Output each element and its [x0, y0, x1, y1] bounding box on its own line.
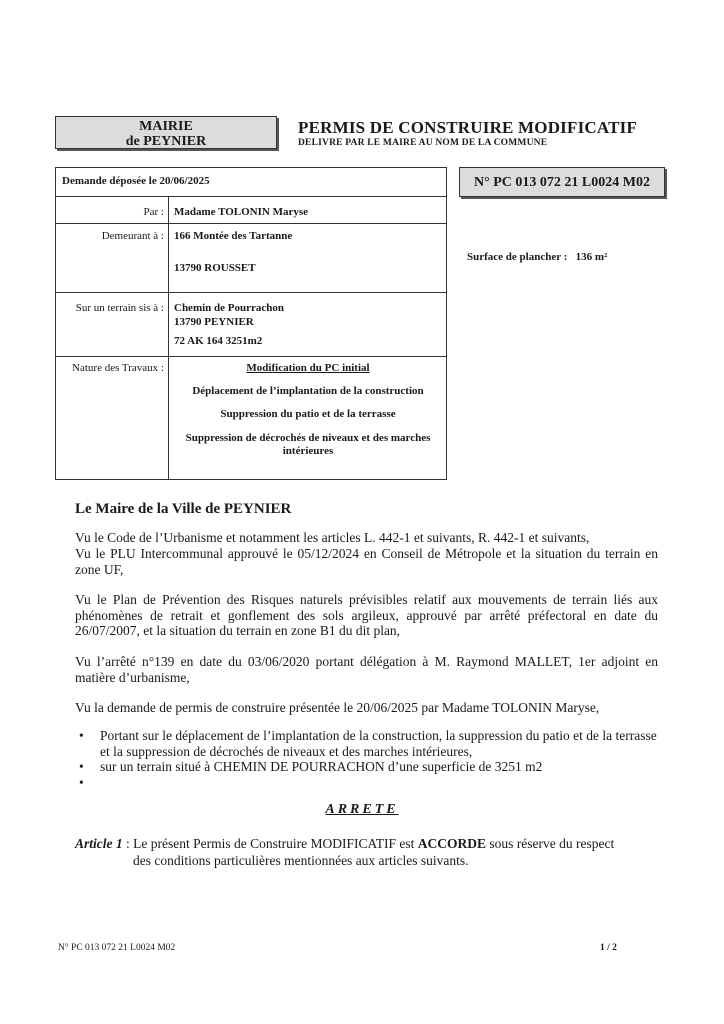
par-value: Madame TOLONIN Maryse — [174, 206, 309, 218]
mairie-line2: de PEYNIER — [125, 134, 207, 149]
vu-ppr: Vu le Plan de Prévention des Risques naturels prévisibles relatif aux mouvements de terrain liés aux phénomènes de retrait et gonflement des sols argileux, approuvé par arrêté préfectoral en date du 26/07/2007, et la situation du terrain en zone B1 du dit plan, — [75, 592, 658, 638]
nature-title: Modification du PC initial — [246, 362, 370, 374]
bullet-text: Portant sur le déplacement de l’implantation de la construction, la suppression du patio et de la terrasse et la suppression de décrochés de niveaux et des marches intérieures, — [100, 728, 657, 759]
nature-line3a: Suppression de décrochés de niveaux et des marches — [185, 432, 431, 444]
request-table — [55, 167, 447, 480]
maire-heading: Le Maire de la Ville de PEYNIER — [75, 501, 292, 517]
deposit-date: Demande déposée le 20/06/2025 — [62, 175, 210, 187]
page-number: 1 / 2 — [600, 943, 617, 953]
terrain-line1: Chemin de Pourrachon — [174, 302, 284, 314]
arrete-heading: ARRETE — [325, 802, 399, 817]
par-label: Par : — [143, 206, 164, 218]
document-subtitle: DELIVRE PAR LE MAIRE AU NOM DE LA COMMUNE — [298, 138, 548, 148]
footer-reference: N° PC 013 072 21 L0024 M02 — [58, 943, 176, 953]
list-item: • sur un terrain situé à CHEMIN DE POURRACHON d’une superficie de 3251 m2 — [79, 759, 543, 774]
article-text-a: : Le présent Permis de Construire MODIFICATIF est — [122, 836, 418, 851]
terrain-line3: 72 AK 164 3251m2 — [174, 335, 263, 347]
vu-plu: Vu le PLU Intercommunal approuvé le 05/12/2024 en Conseil de Métropole et la situation du terrain en zone UF, — [75, 546, 658, 577]
document-title: PERMIS DE CONSTRUIRE MODIFICATIF — [298, 118, 638, 137]
demeurant-line2: 13790 ROUSSET — [174, 262, 256, 274]
article-accorde: ACCORDE — [417, 836, 486, 851]
bullet-text: sur un terrain situé à CHEMIN DE POURRACHON d’une superficie de 3251 m2 — [100, 759, 543, 774]
vu-arrete: Vu l’arrêté n°139 en date du 03/06/2020 portant délégation à M. Raymond MALLET, 1er adjoint en matière d’urbanisme, — [75, 654, 658, 685]
demeurant-label: Demeurant à : — [101, 230, 164, 242]
list-item: • Portant sur le déplacement de l’implantation de la construction, la suppression du patio et de la terrasse et la suppression de décrochés de niveaux et des marches intérieures, — [79, 728, 657, 759]
article-label: Article 1 — [75, 836, 123, 851]
surface-label: Surface de plancher : — [467, 251, 568, 263]
article-line2: des conditions particulières mentionnées aux articles suivants. — [133, 853, 469, 868]
vu-code-urbanisme: Vu le Code de l’Urbanisme et notamment les articles L. 442-1 et suivants, R. 442-1 et suivants, — [75, 530, 590, 545]
mairie-line1: MAIRIE — [139, 119, 193, 134]
surface-plancher — [467, 251, 607, 263]
permit-number: N° PC 013 072 21 L0024 M02 — [459, 167, 665, 197]
nature-line1: Déplacement de l’implantation de la construction — [192, 385, 424, 397]
mairie-box — [55, 116, 277, 149]
nature-line3b: intérieures — [282, 445, 334, 457]
bullet-list — [75, 728, 665, 790]
terrain-line2: 13790 PEYNIER — [174, 316, 254, 328]
terrain-label: Sur un terrain sis à : — [75, 302, 164, 314]
list-item: • — [79, 774, 84, 790]
vu-demande: Vu la demande de permis de construire présentée le 20/06/2025 par Madame TOLONIN Maryse, — [75, 700, 600, 715]
article-1 — [75, 835, 665, 869]
article-text-b: sous réserve du respect — [485, 836, 615, 851]
nature-label: Nature des Travaux : — [72, 362, 164, 374]
surface-value: 136 m² — [575, 251, 608, 263]
nature-line2: Suppression du patio et de la terrasse — [220, 408, 396, 420]
demeurant-line1: 166 Montée des Tartanne — [174, 230, 293, 242]
